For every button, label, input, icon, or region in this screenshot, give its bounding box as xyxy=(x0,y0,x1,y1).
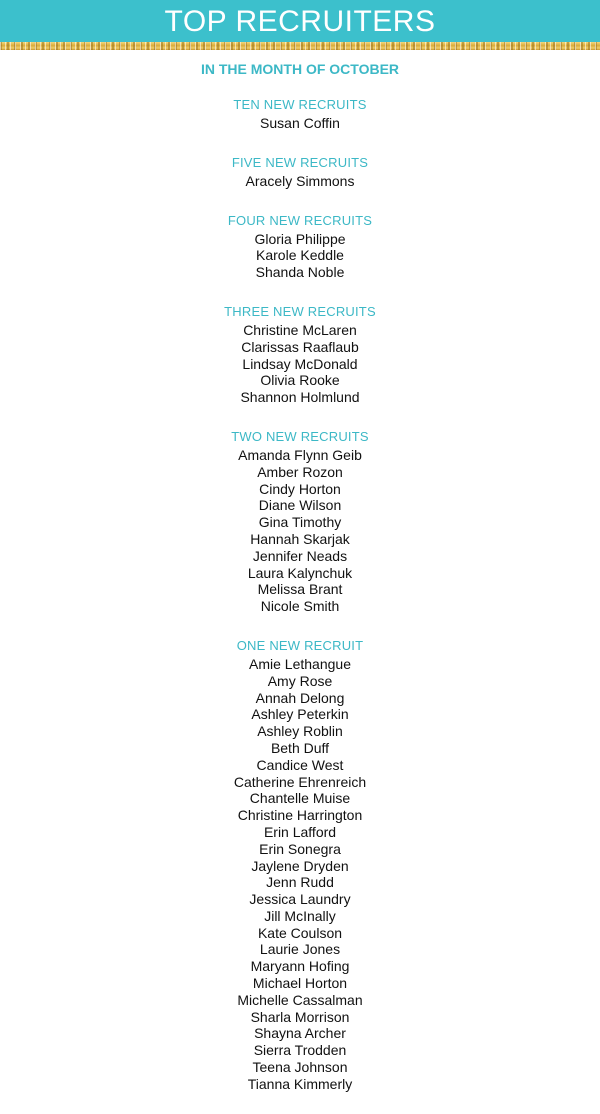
recruiter-name: Annah Delong xyxy=(255,689,345,706)
recruiter-name: Laura Kalynchuk xyxy=(247,564,353,581)
month-subtitle: IN THE MONTH OF OCTOBER xyxy=(200,61,400,77)
recruiter-name: Amie Lethangue xyxy=(249,655,351,672)
recruiter-name: Shannon Holmlund xyxy=(240,389,360,406)
recruiter-name: Erin Lafford xyxy=(263,823,337,840)
recruiter-name: Melissa Brant xyxy=(257,581,343,598)
recruiter-name: Aracely Simmons xyxy=(245,172,355,189)
recruiter-list xyxy=(0,322,600,406)
recruiter-groups xyxy=(0,95,600,1114)
recruiter-name: Jessica Laundry xyxy=(249,891,351,908)
recruit-group xyxy=(0,153,600,190)
recruiter-name: Ashley Peterkin xyxy=(251,706,349,723)
recruiter-name: Erin Sonegra xyxy=(259,840,341,857)
recruiter-list xyxy=(0,115,600,132)
group-heading: ONE NEW RECRUIT xyxy=(236,637,364,653)
recruiter-name: Karole Keddle xyxy=(256,247,344,264)
recruit-group xyxy=(0,211,600,281)
gold-glitter-border xyxy=(0,42,600,50)
recruit-group xyxy=(0,95,600,132)
page-title: TOP RECRUITERS xyxy=(164,5,436,38)
recruiter-name: Hannah Skarjak xyxy=(250,530,350,547)
recruiter-name: Lindsay McDonald xyxy=(242,355,358,372)
recruit-group xyxy=(0,427,600,615)
recruiter-name: Catherine Ehrenreich xyxy=(233,773,367,790)
recruiter-name: Chantelle Muise xyxy=(249,790,351,807)
recruiter-name: Sierra Trodden xyxy=(253,1042,347,1059)
recruiter-name: Amy Rose xyxy=(267,672,333,689)
group-heading: FOUR NEW RECRUITS xyxy=(227,212,373,228)
recruiter-name: Christine Harrington xyxy=(237,807,363,824)
recruiter-name: Teena Johnson xyxy=(252,1059,348,1076)
recruiter-name: Amber Rozon xyxy=(257,463,343,480)
recruiter-name: Candice West xyxy=(256,756,344,773)
recruiter-name: Gina Timothy xyxy=(258,514,342,531)
group-heading: FIVE NEW RECRUITS xyxy=(231,154,369,170)
recruiter-name: Kate Coulson xyxy=(257,924,343,941)
recruiter-list xyxy=(0,447,600,615)
recruiter-name: Clarissas Raaflaub xyxy=(241,338,359,355)
recruiter-name: Gloria Philippe xyxy=(254,230,346,247)
recruiter-name: Diane Wilson xyxy=(258,497,342,514)
recruiter-name: Shayna Archer xyxy=(254,1025,346,1042)
recruiter-name: Cindy Horton xyxy=(259,480,341,497)
recruiter-name: Jennifer Neads xyxy=(252,547,348,564)
recruiter-name: Maryann Hofing xyxy=(250,958,350,975)
recruiter-name: Ashley Roblin xyxy=(257,723,343,740)
recruiter-name: Tianna Kimmerly xyxy=(247,1075,353,1092)
recruiter-name: Michelle Cassalman xyxy=(237,991,363,1008)
recruiter-name: Christine McLaren xyxy=(243,321,357,338)
recruiter-name: Nicole Smith xyxy=(260,598,340,615)
recruiter-name: Jenn Rudd xyxy=(266,874,334,891)
recruiter-list xyxy=(0,656,600,1093)
recruiter-name: Shanda Noble xyxy=(255,264,345,281)
group-heading: TWO NEW RECRUITS xyxy=(231,428,369,444)
recruit-group xyxy=(0,302,600,406)
recruiter-name: Michael Horton xyxy=(252,975,348,992)
recruiter-name: Sharla Morrison xyxy=(250,1008,350,1025)
recruiter-list xyxy=(0,173,600,190)
group-heading: THREE NEW RECRUITS xyxy=(224,303,376,319)
recruiter-name: Susan Coffin xyxy=(260,115,340,131)
group-heading: TEN NEW RECRUITS xyxy=(233,97,367,112)
recruiter-name: Amanda Flynn Geib xyxy=(238,446,362,463)
recruiter-name: Laurie Jones xyxy=(259,941,341,958)
recruit-group xyxy=(0,636,600,1093)
recruiter-list xyxy=(0,231,600,281)
recruiter-name: Olivia Rooke xyxy=(260,372,340,389)
recruiter-name: Jaylene Dryden xyxy=(251,857,349,874)
recruiter-name: Beth Duff xyxy=(270,739,330,756)
recruiter-name: Jill McInally xyxy=(264,907,336,924)
header-banner xyxy=(0,0,600,42)
